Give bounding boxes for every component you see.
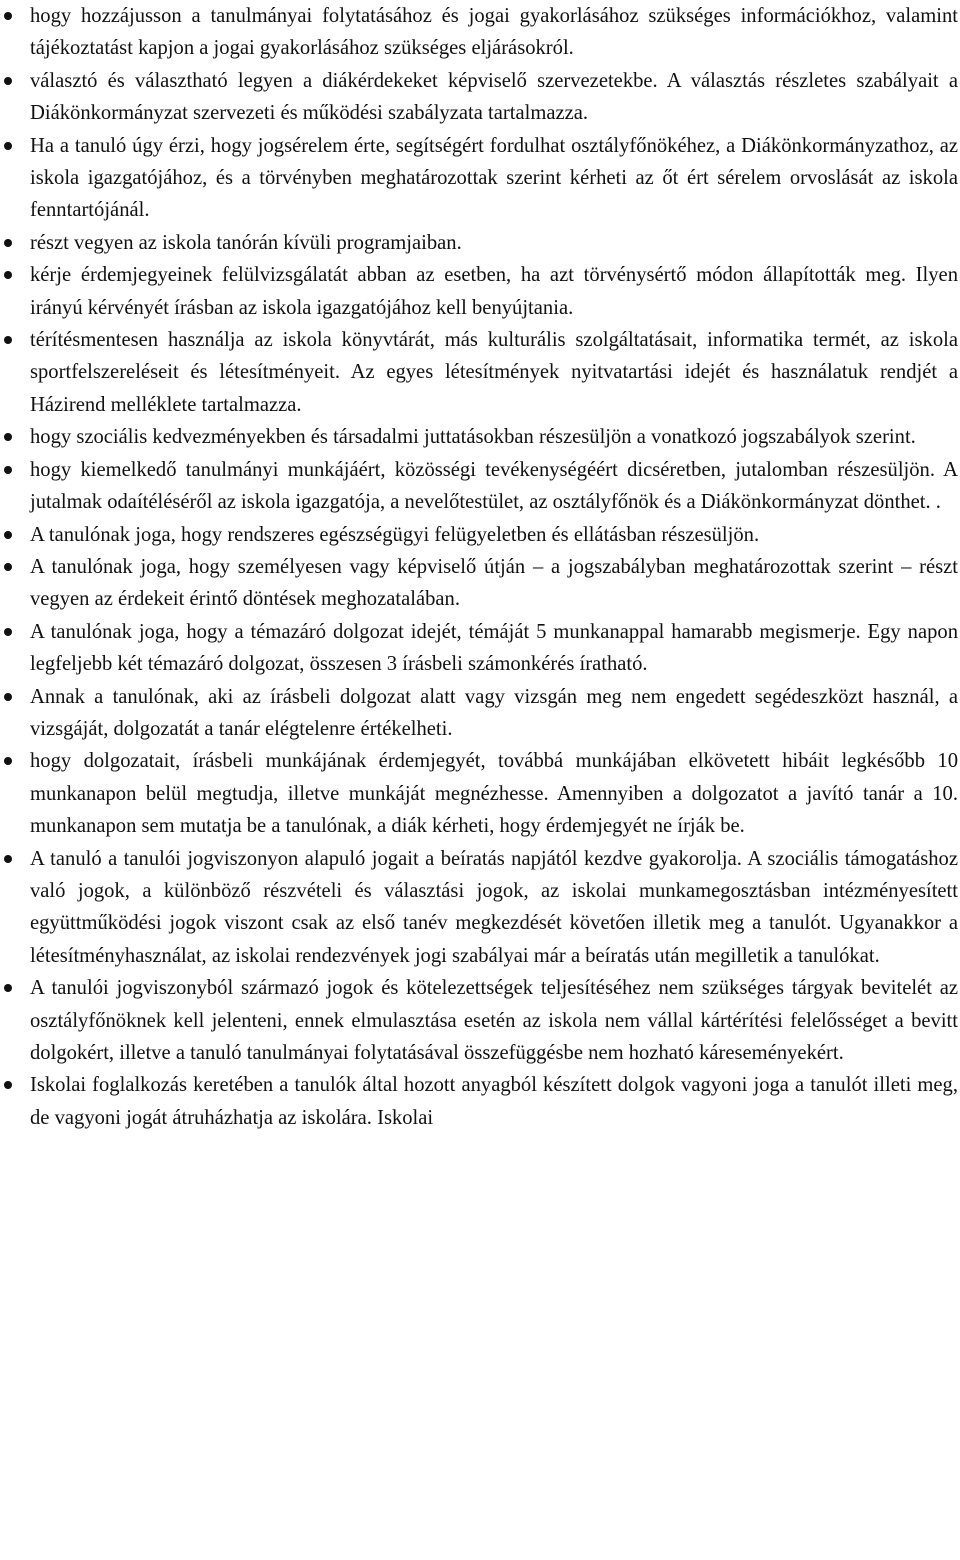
item-text: Ha a tanuló úgy érzi, hogy jogsérelem érte, segítségért fordulhat osztályfőnökéhez, a Diákönkormányzathoz, az iskola igazgatójához, és a törvényben meghatározottak szerint kérheti az őt ért sérelem orvoslását az iskola fenntartójánál. <box>30 134 958 222</box>
list-item <box>30 972 958 1069</box>
item-text: hogy kiemelkedő tanulmányi munkájáért, közösségi tevékenységéért dicséretben, jutalomban részesüljön. A jutalmak odaítéléséről az iskola igazgatója, a nevelőtestület, az osztályfőnök és a Diákönkormányzat dönthet. . <box>30 458 958 514</box>
bullet-list <box>30 0 958 1134</box>
item-text: részt vegyen az iskola tanórán kívüli programjaiban. <box>30 231 462 254</box>
list-item <box>30 519 958 551</box>
item-text: A tanulónak joga, hogy személyesen vagy képviselő útján – a jogszabályban meghatározottak szerint – részt vegyen az érdekeit érintő döntések meghozatalában. <box>30 555 958 611</box>
list-item <box>30 65 958 130</box>
list-item <box>30 616 958 681</box>
item-text: Annak a tanulónak, aki az írásbeli dolgozat alatt vagy vizsgán meg nem engedett segédeszközt használ, a vizsgáját, dolgozatát a tanár elégtelenre értékelheti. <box>30 685 958 740</box>
item-text: kérje érdemjegyeinek felülvizsgálatát abban az esetben, ha azt törvénysértő módon állapították meg. Ilyen irányú kérvényét írásban az iskola igazgatójához kell benyújtania. <box>30 264 958 319</box>
list-item <box>30 745 958 842</box>
item-text: térítésmentesen használja az iskola könyvtárát, más kulturális szolgáltatásait, informatika termét, az iskola sportfelszereléseit és létesítményeit. Az egyes létesítmények nyitvatartási idejét és használatuk rendjét a Házirend melléklete tartalmazza. <box>30 329 958 416</box>
list-item <box>30 1069 958 1134</box>
list-item <box>30 551 958 616</box>
item-text: A tanulói jogviszonyból származó jogok és kötelezettségek teljesítéséhez nem szükséges tárgyak bevitelét az osztályfőnöknek kell jelenteni, ennek elmulasztása esetén az iskola nem vállal kártérítési felelősséget a bevitt dolgokért, illetve a tanuló tanulmányai folytatásával összefüggésbe nem hozható káreseményekért. <box>30 977 958 1064</box>
item-text: Iskolai foglalkozás keretében a tanulók által hozott anyagból készített dolgok vagyoni joga a tanulót illeti meg, de vagyoni jogát átruházhatja az iskolára. Iskolai <box>30 1074 958 1129</box>
list-item <box>30 130 958 227</box>
list-item <box>30 454 958 519</box>
item-text: A tanulónak joga, hogy a témazáró dolgozat idejét, témáját 5 munkanappal hamarabb megismerje. Egy napon legfeljebb két témazáró dolgozat, összesen 3 írásbeli számonkérés íratható. <box>30 620 958 676</box>
list-item <box>30 0 958 65</box>
item-text: hogy dolgozatait, írásbeli munkájának érdemjegyét, továbbá munkájában elkövetett hibáit legkésőbb 10 munkanapon belül megtudja, illetve munkáját megnézhesse. Amennyiben a dolgozatot a javító tanár a 10. munkanapon sem mutatja be a tanulónak, a diák kérheti, hogy érdemjegyét ne írják be. <box>30 750 958 838</box>
item-text: hogy hozzájusson a tanulmányai folytatásához és jogai gyakorlásához szükséges információkhoz, valamint tájékoztatást kapjon a jogai gyakorlásához szükséges eljárásokról. <box>30 5 958 60</box>
list-item <box>30 324 958 421</box>
list-item <box>30 421 958 453</box>
list-item <box>30 843 958 973</box>
item-text: hogy szociális kedvezményekben és társadalmi juttatásokban részesüljön a vonatkozó jogszabályok szerint. <box>30 426 916 449</box>
item-text: A tanulónak joga, hogy rendszeres egészségügyi felügyeletben és ellátásban részesüljön. <box>30 523 760 546</box>
item-text: A tanuló a tanulói jogviszonyon alapuló jogait a beíratás napjától kezdve gyakorolja. A szociális támogatáshoz való jogok, a különböző részvételi és választási jogok, az iskolai munkamegosztásban intézményesített együttműködési jogok viszont csak az első tanév megkezdését követően illetik meg a tanulót. Ugyanakkor a létesítményhasználat, az iskolai rendezvények jogi szabályai már a beíratás után megilletik a tanulókat. <box>30 847 958 967</box>
list-item <box>30 681 958 746</box>
list-item <box>30 227 958 259</box>
item-text: választó és választható legyen a diákérdekeket képviselő szervezetekbe. A választás részletes szabályait a Diákönkormányzat szervezeti és működési szabályzata tartalmazza. <box>30 69 958 125</box>
list-item <box>30 259 958 324</box>
